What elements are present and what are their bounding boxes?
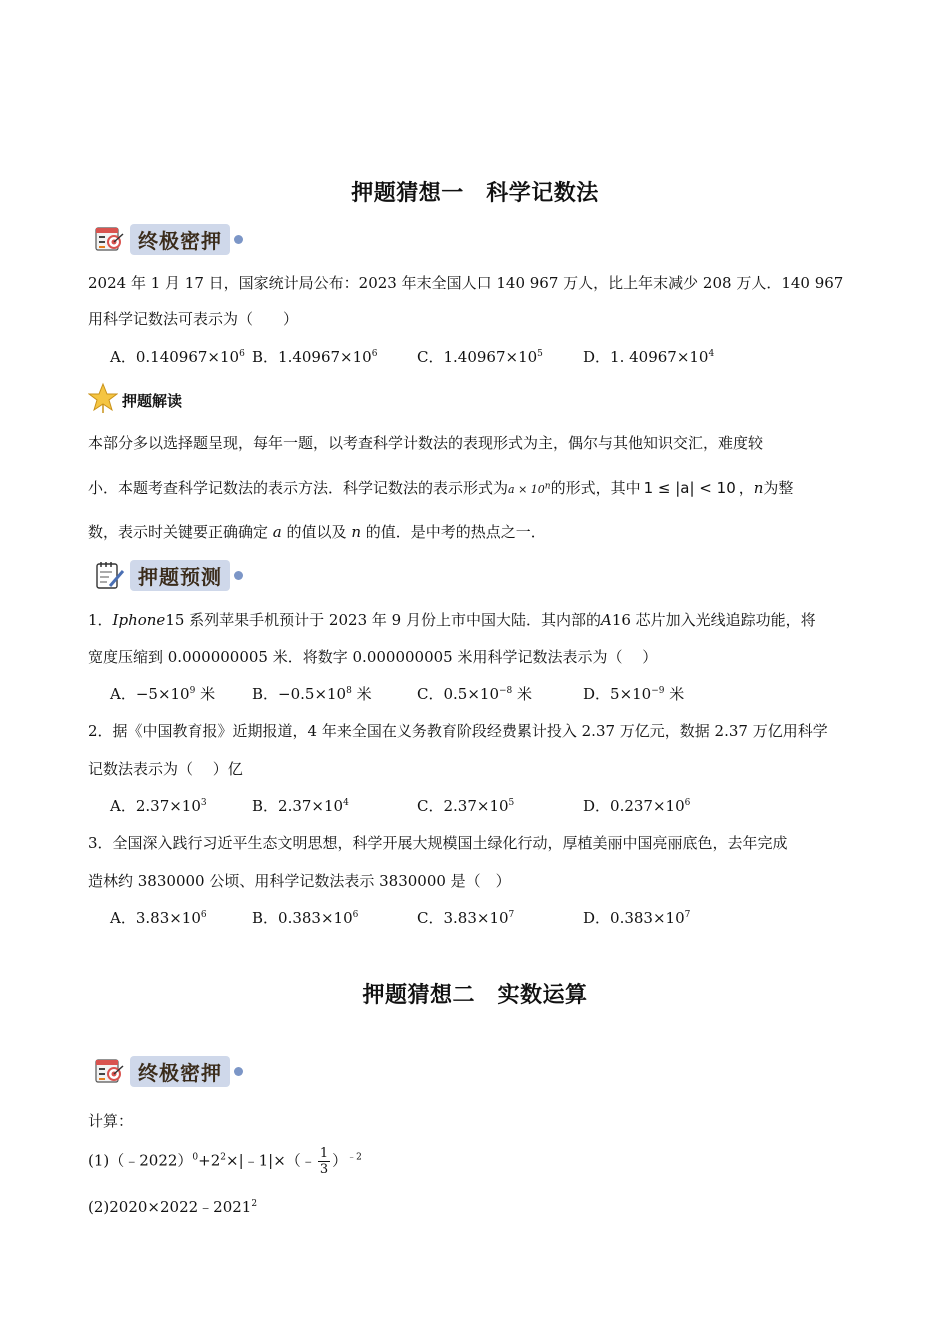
banner-label: 押题预测 <box>130 560 230 591</box>
section-title: 押题猜想一 科学记数法 <box>351 181 599 206</box>
analysis-heading: 押题解读 <box>88 382 182 418</box>
problem-2: $(2)2020\times 2022﹣2021^2$ <box>88 1198 258 1216</box>
option-c: C．$0.5\times 10^{-8}$ 米 <box>417 685 533 703</box>
banner-label: 终极密押 <box>130 1056 230 1087</box>
question-line: 用科学记数法可表示为（ ） <box>88 310 299 328</box>
option-a: A．$2.37\times 10^3$ <box>110 797 207 815</box>
target-icon <box>94 1056 126 1086</box>
option-a: A．$-5\times 10^9$ 米 <box>110 685 216 703</box>
question-3-line: 3．全国深入践行习近平生态文明思想，科学开展大规模国土绿化行动，厚植美丽中国亮丽底色，去年完成 <box>88 834 788 852</box>
option-b: B．$-0.5\times 10^8$ 米 <box>252 685 372 703</box>
option-d: D．$0.383\times 10^7$ <box>583 909 691 927</box>
option-c: C．$3.83\times 10^7$ <box>417 909 515 927</box>
final-prediction-banner <box>94 222 243 256</box>
option-a: A．$0.140967\times 10^6$ <box>110 348 245 366</box>
options-row <box>110 683 870 705</box>
option-a: A．$3.83\times 10^6$ <box>110 909 207 927</box>
question-3-line: 造林约 3830000 公顷、用科学记数法表示 3830000 是（ ） <box>88 872 511 890</box>
prediction-banner <box>94 558 243 592</box>
option-b: B．$2.37\times 10^4$ <box>252 797 349 815</box>
option-d: D．$5\times 10^{-9}$ 米 <box>583 685 685 703</box>
banner-dot <box>234 235 243 244</box>
option-d: D．1. $40967\times 10^4$ <box>583 348 715 366</box>
option-b: B．$1.40967\times 10^6$ <box>252 348 378 366</box>
option-c: C．$1.40967\times 10^5$ <box>417 348 543 366</box>
option-d: D．$0.237\times 10^6$ <box>583 797 691 815</box>
notepad-pencil-icon <box>94 560 126 590</box>
option-c: C．$2.37\times 10^5$ <box>417 797 515 815</box>
options-row <box>110 346 870 368</box>
question-1-line: 1．Iphone15 系列苹果手机预计于 2023 年 9 月份上市中国大陆．其内部的A16 芯片加入光线追踪功能，将 <box>88 611 816 629</box>
formula: $a \times 10^n$ <box>508 481 551 496</box>
section-title: 押题猜想二 实数运算 <box>362 983 588 1008</box>
options-row <box>110 907 870 929</box>
banner-dot <box>234 1067 243 1076</box>
final-prediction-banner <box>94 1054 243 1088</box>
compute-label: 计算： <box>88 1112 134 1130</box>
analysis-line: 小．本题考查科学记数法的表示方法．科学记数法的表示形式为$a \times 10^n$的形式，其中 1 ≤ |a| < 10 ，n为整 <box>88 479 794 497</box>
banner-dot <box>234 571 243 580</box>
problem-1: $(1)(﹣2022)^0+2^2\times|﹣1|\times(﹣$ $\frac{1}{3}$ ）$^{﹣2}$ <box>88 1146 362 1177</box>
analysis-line: 数，表示时关键要正确确定 a 的值以及 n 的值．是中考的热点之一． <box>88 523 546 541</box>
question-2-line: 2．据《中国教育报》近期报道，4 年来全国在义务教育阶段经费累计投入 2.37 万亿元，数据 2.37 万亿用科学 <box>88 722 828 740</box>
question-line: 2024 年 1 月 17 日，国家统计局公布：2023 年末全国人口 140 967 万人，比上年末减少 208 万人．140 967 <box>88 274 844 292</box>
question-1-line: 宽度压缩到 0.000000005 米．将数字 0.000000005 米用科学记数法表示为（ ） <box>88 648 658 666</box>
option-b: B．$0.383\times 10^6$ <box>252 909 359 927</box>
question-2-line: 记数法表示为（ ）亿 <box>88 760 243 778</box>
fraction: $\frac{1}{3}$ <box>319 1146 329 1177</box>
star-icon <box>88 382 118 418</box>
banner-label: 终极密押 <box>130 224 230 255</box>
inequality: 1 ≤ |a| < 10 <box>643 479 736 497</box>
options-row <box>110 795 870 817</box>
target-icon <box>94 224 126 254</box>
analysis-line: 本部分多以选择题呈现，每年一题，以考查科学计数法的表现形式为主，偶尔与其他知识交汇，难度较 <box>88 434 764 452</box>
